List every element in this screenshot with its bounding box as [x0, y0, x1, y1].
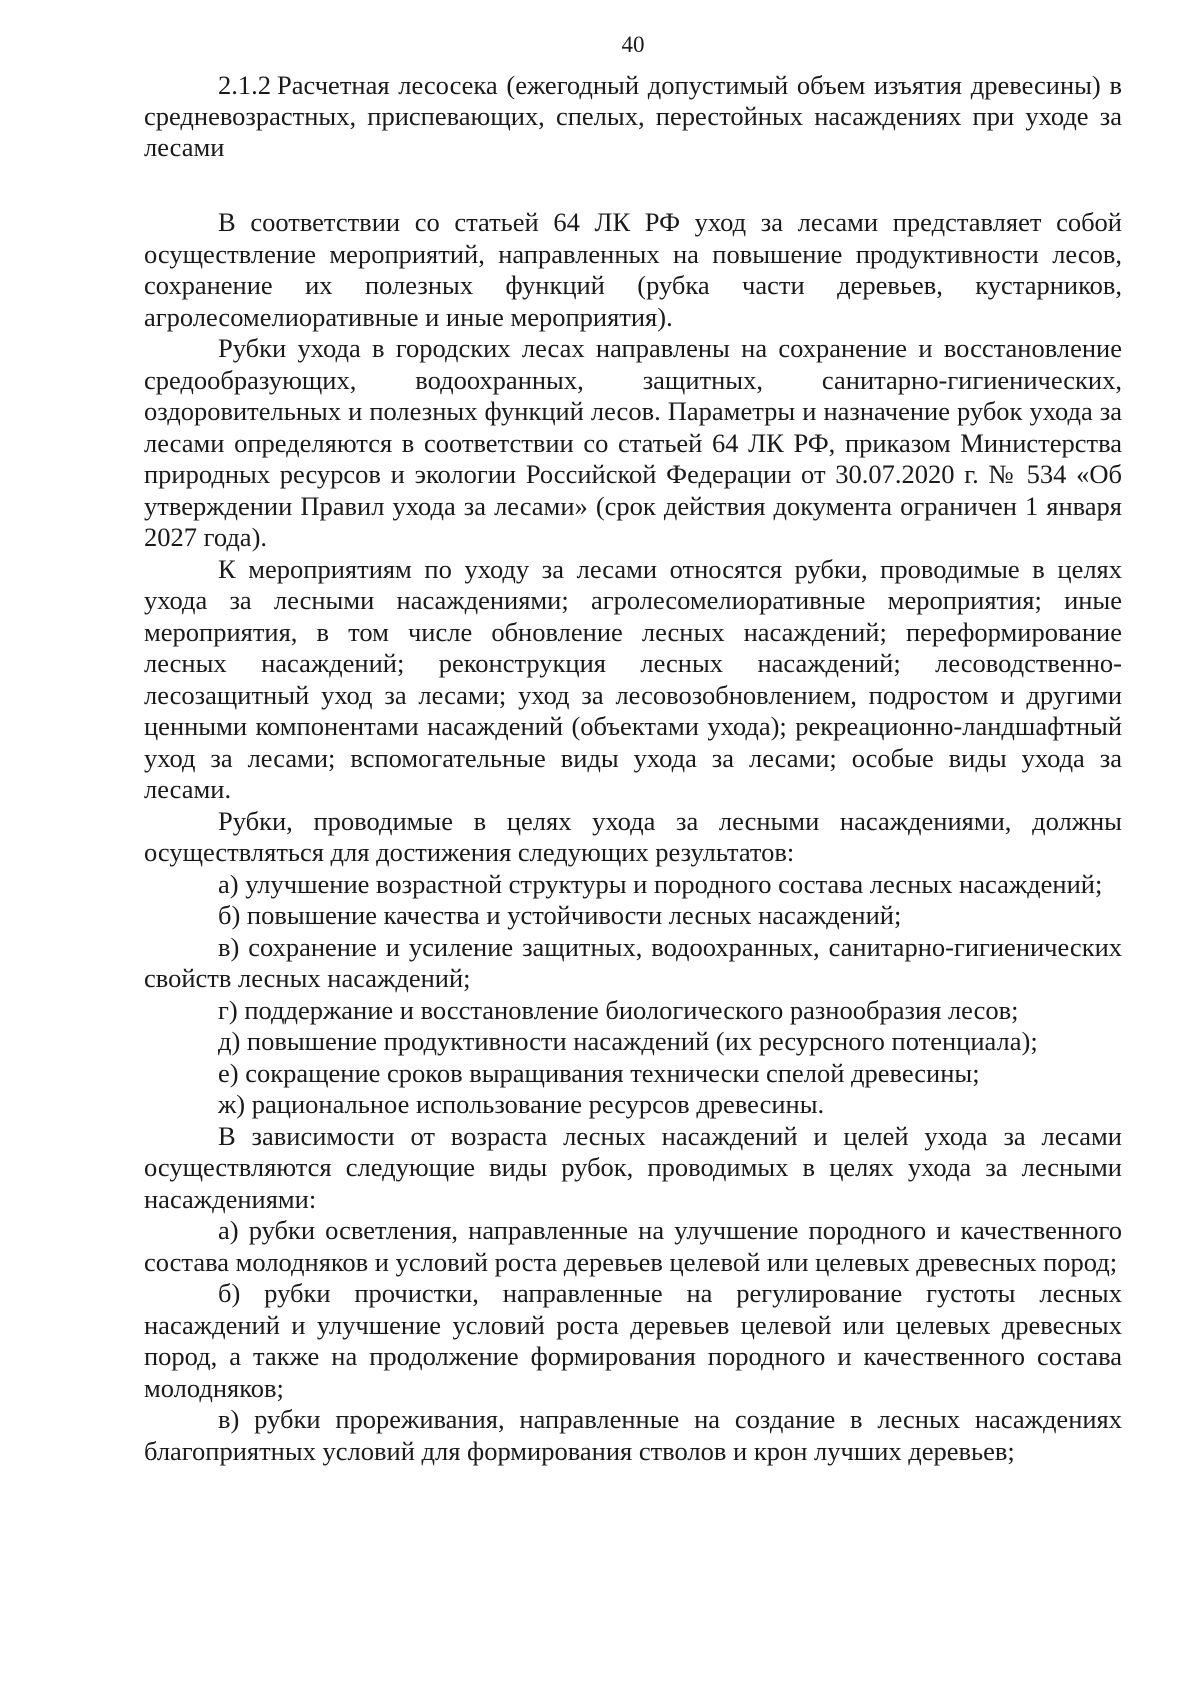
list-item-b: б) повышение качества и устойчивости лесных насаждений; [218, 900, 902, 930]
felling-type-b: б) рубки прочистки, направленные на регулирование густоты лесных насаждений и улучшение условий роста деревьев целевой или целевых древесных пород, а также на продолжение формирования породного и качественного состава молодняков; [144, 1278, 1122, 1403]
felling-type-a: а) рубки осветления, направленные на улучшение породного и качественного состава молодняков и условий роста деревьев целевой или целевых древесных пород; [144, 1215, 1122, 1277]
list-item-g: г) поддержание и восстановление биологического разнообразия лесов; [218, 994, 1019, 1025]
paragraph-felling-types-intro: В зависимости от возраста лесных насаждений и целей ухода за лесами осуществляются следующие виды рубок, проводимых в целях ухода за лесными насаждениями: [144, 1120, 1122, 1214]
list-item-zh: ж) рациональное использование ресурсов древесины. [218, 1089, 825, 1119]
document-page [144, 30, 1122, 1467]
section-number: 2.1.2 [218, 70, 271, 100]
paragraph-urban-forests: Рубки ухода в городских лесах направлены на сохранение и восстановление средообразующих, водоохранных, защитных, санитарно-гигиенических, оздоровительных и полезных функций лесов. Параметры и назначение рубок ухода за лесами определяются в соответствии со статьей 64 ЛК РФ, приказом Министерства природных ресурсов и экологии Российской Федерации от 30.07.2020 г. № 534 «Об утверждении Правил ухода за лесами» (срок действия документа ограничен 1 января 2027 года). [144, 333, 1122, 552]
paragraph-article-64: В соответствии со статьей 64 ЛК РФ уход за лесами представляет собой осуществление мероприятий, направленных на повышение продуктивности лесов, сохранение их полезных функций (рубка части деревьев, кустарников, агролесомелиоративные и иные мероприятия). [144, 207, 1122, 332]
paragraph-care-measures: К мероприятиям по уходу за лесами относятся рубки, проводимые в целях ухода за лесными насаждениями; агролесомелиоративные мероприятия; иные мероприятия, в том числе обновление лесных насаждений; переформирование лесных насаждений; реконструкция лесных насаждений; лесоводственно-лесозащитный уход за лесами; уход за лесовозобновлением, подростом и другими ценными компонентами насаждений (объектами ухода); рекреационно-ландшафтный уход за лесами; вспомогательные виды ухода за лесами; особые виды ухода за лесами. [144, 553, 1122, 804]
section-title: Расчетная лесосека (ежегодный допустимый объем изъятия древесины) в средневозрастных, приспевающих, спелых, перестойных насаждениях при уходе за лесами [144, 70, 1122, 162]
list-item-d: д) повышение продуктивности насаждений (их ресурсного потенциала); [218, 1026, 1038, 1056]
list-item-v: в) сохранение и усиление защитных, водоохранных, санитарно-гигиенических свойств лесных насаждений; [144, 931, 1122, 993]
page-number: 40 [621, 32, 645, 57]
list-item-e: е) сокращение сроков выращивания технически спелой древесины; [218, 1057, 980, 1088]
felling-type-v: в) рубки прореживания, направленные на создание в лесных насаждениях благоприятных условий для формирования стволов и крон лучших деревьев; [144, 1404, 1122, 1466]
list-item-a: а) улучшение возрастной структуры и породного состава лесных насаждений; [218, 868, 1103, 899]
section-heading [144, 70, 1122, 163]
paragraph-results-intro: Рубки, проводимые в целях ухода за лесными насаждениями, должны осуществляться для достижения следующих результатов: [144, 805, 1122, 867]
